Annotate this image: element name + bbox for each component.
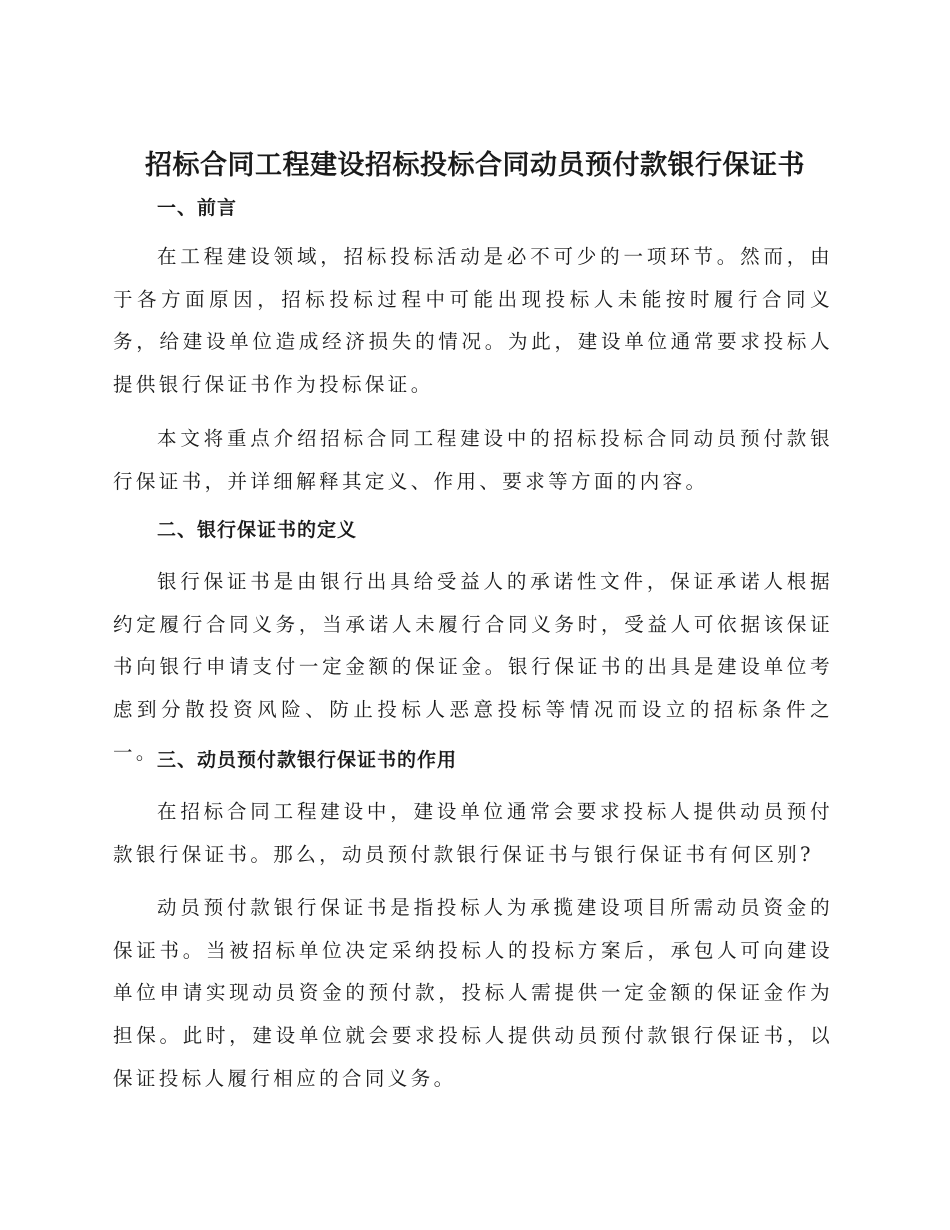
- paragraph: 动员预付款银行保证书是指投标人为承揽建设项目所需动员资金的保证书。当被招标单位决定采纳投标人的投标方案后，承包人可向建设单位申请实现动员资金的预付款，投标人需提供一定金额的保证金作为担保。此时，建设单位就会要求投标人提供动员预付款银行保证书，以保证投标人履行相应的合同义务。: [113, 896, 833, 1090]
- document-title: 招标合同工程建设招标投标合同动员预付款银行保证书: [145, 150, 805, 181]
- paragraph: 在工程建设领域，招标投标活动是必不可少的一项环节。然而，由于各方面原因，招标投标过程中可能出现投标人未能按时履行合同义务，给建设单位造成经济损失的情况。为此，建设单位通常要求投标人提供银行保证书作为投标保证。: [113, 245, 833, 397]
- section-heading-preface: 一、前言: [157, 197, 238, 219]
- paragraph: 银行保证书是由银行出具给受益人的承诺性文件，保证承诺人根据约定履行合同义务，当承诺人未履行合同义务时，受益人可依据该保证书向银行申请支付一定金额的保证金。银行保证书的出具是建设单位考虑到分散投资风险、防止投标人恶意投标等情况而设立的招标条件之一。: [113, 570, 833, 764]
- paragraph: 本文将重点介绍招标合同工程建设中的招标投标合同动员预付款银行保证书，并详细解释其定义、作用、要求等方面的内容。: [113, 427, 833, 493]
- paragraph: 在招标合同工程建设中，建设单位通常会要求投标人提供动员预付款银行保证书。那么，动员预付款银行保证书与银行保证书有何区别?: [113, 800, 833, 866]
- section-heading-definition: 二、银行保证书的定义: [157, 519, 358, 541]
- section-heading-function: 三、动员预付款银行保证书的作用: [157, 749, 458, 771]
